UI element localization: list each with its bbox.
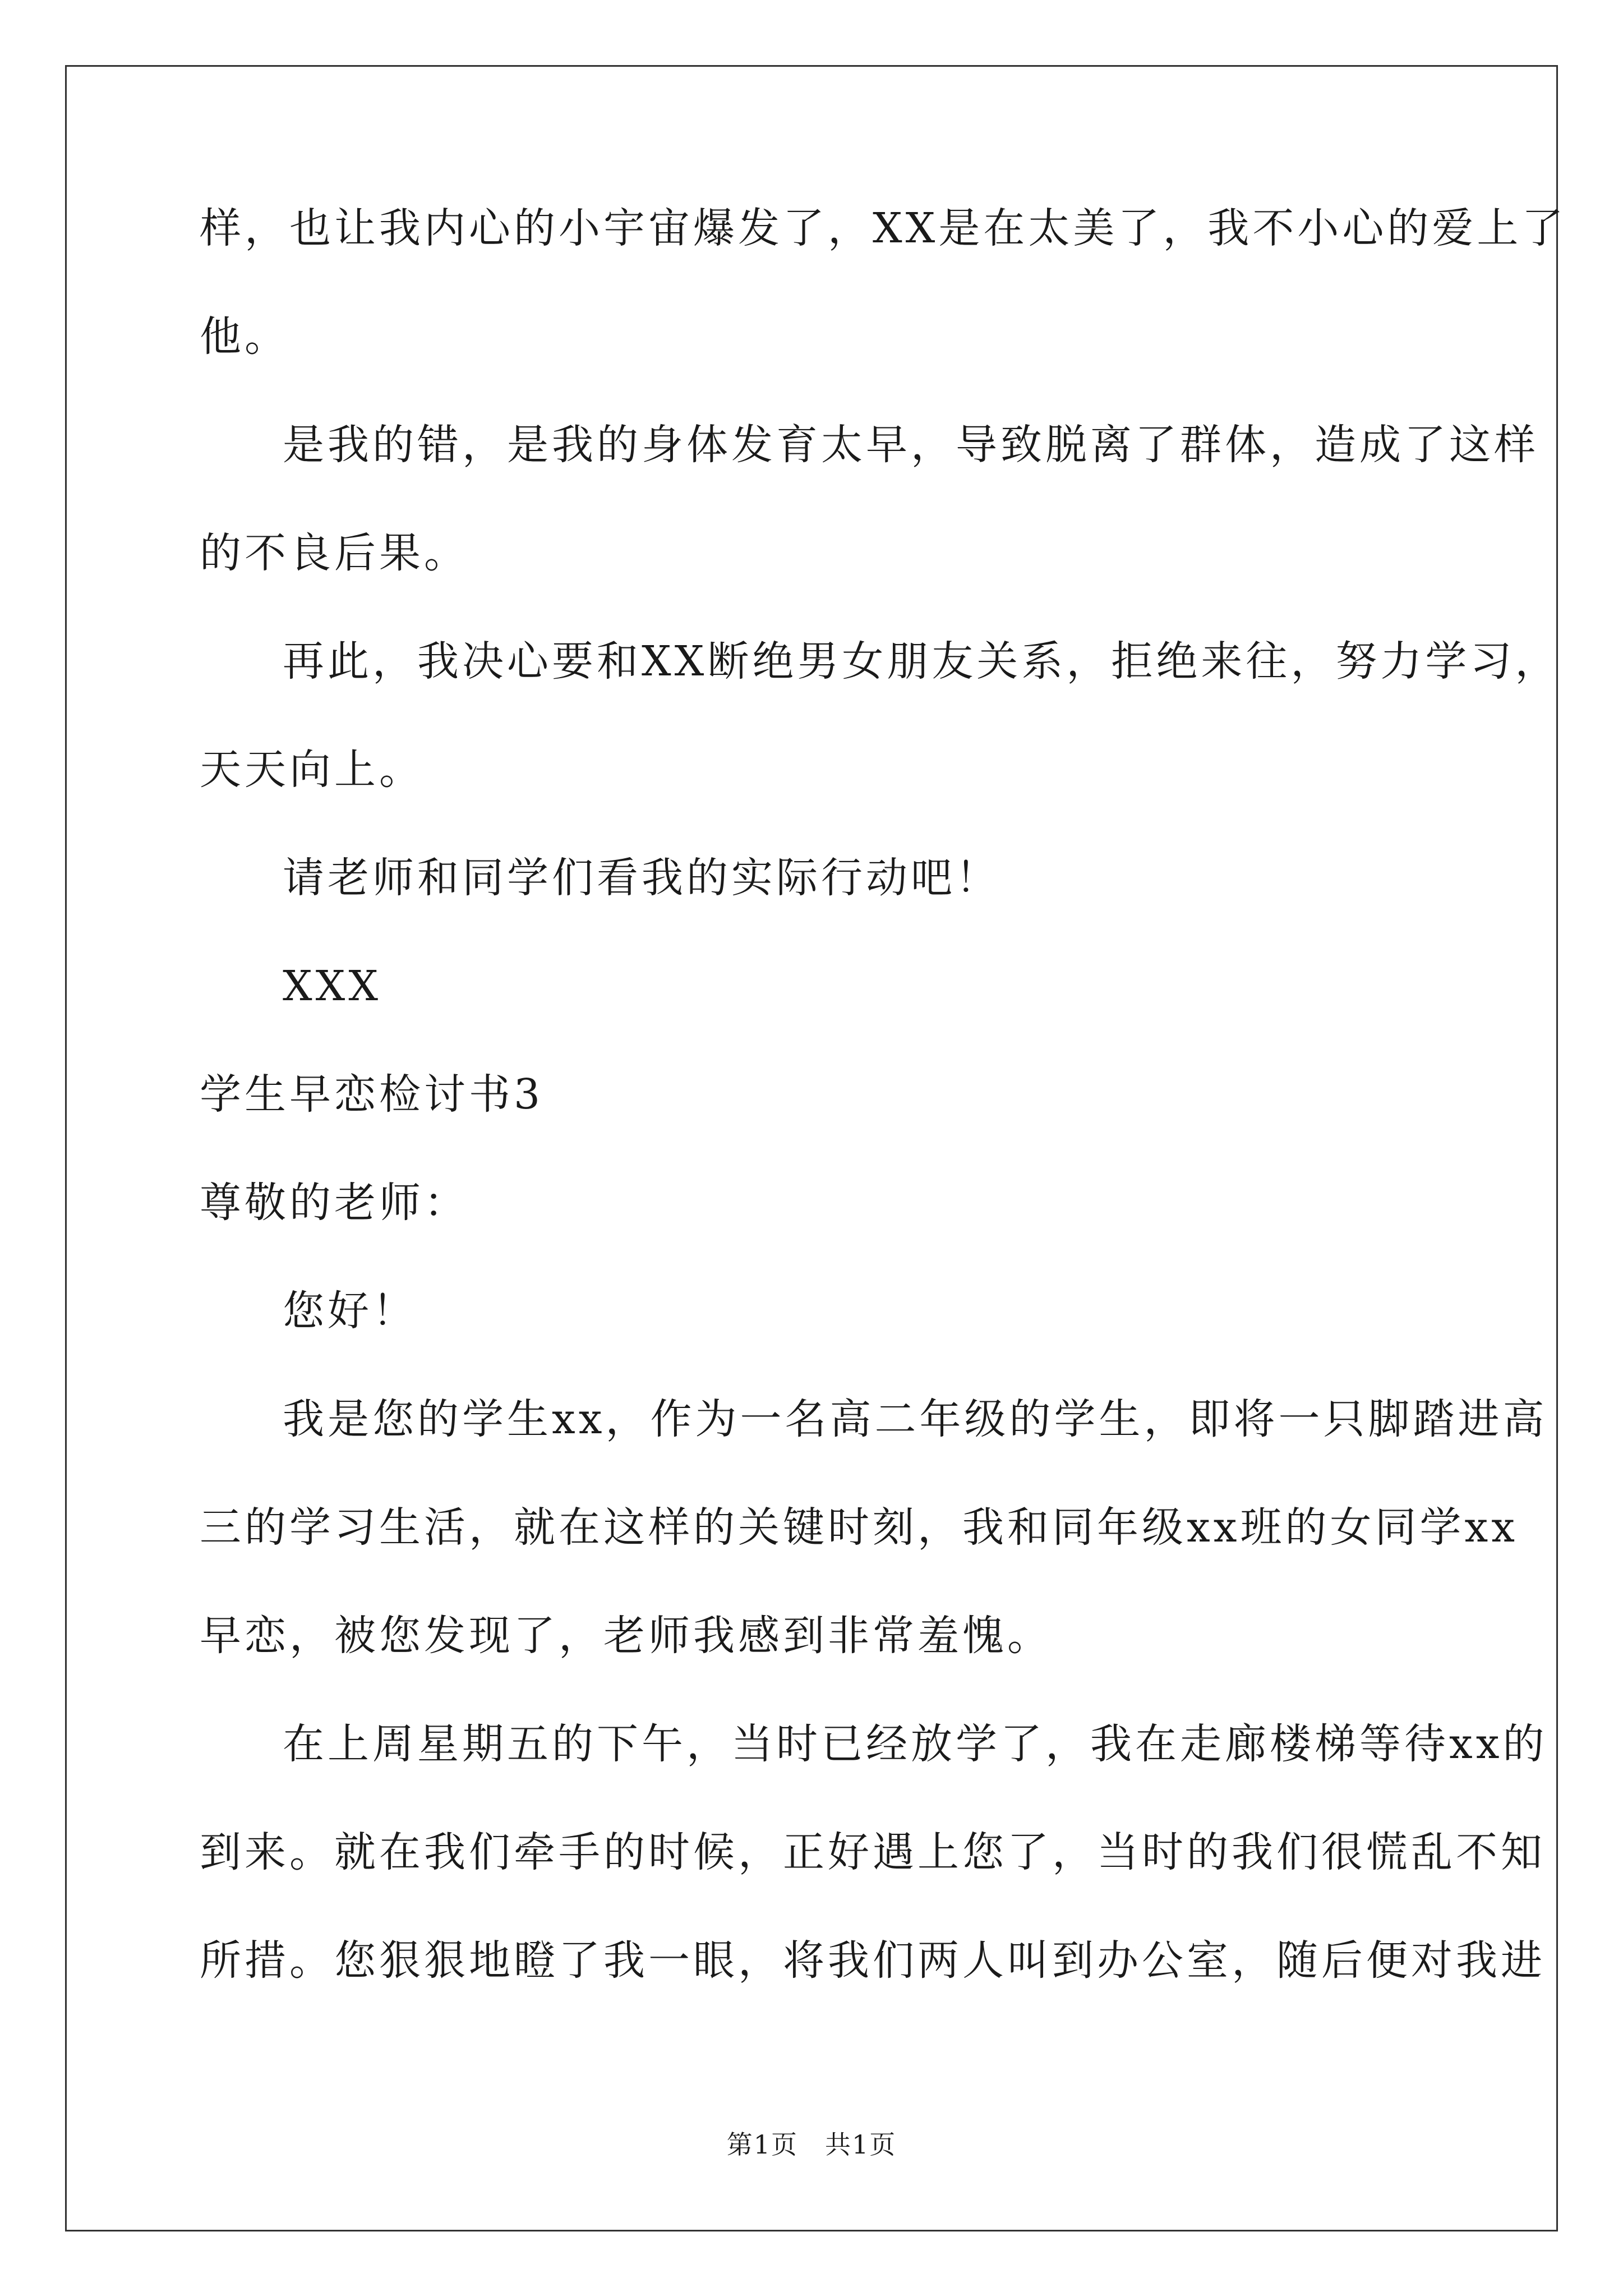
paragraph-line: 他。	[200, 312, 289, 361]
paragraph-line: 我是您的学生xx，作为一名高二年级的学生，即将一只脚踏进高	[283, 1395, 1548, 1443]
greeting: 您好！	[283, 1287, 417, 1335]
paragraph-line: 天天向上。	[200, 746, 424, 794]
paragraph-line: 的不良后果。	[200, 529, 469, 577]
page-footer: 第1页 共1页	[726, 2129, 897, 2160]
paragraph-line: 再此，我决心要和XX断绝男女朋友关系，拒绝来往，努力学习，	[283, 637, 1560, 685]
paragraph-line: 是我的错，是我的身体发育太早，导致脱离了群体，造成了这样	[283, 421, 1539, 469]
paragraph-line: 请老师和同学们看我的实际行动吧！	[283, 854, 1000, 902]
paragraph-line: 到来。就在我们牵手的时候，正好遇上您了，当时的我们很慌乱不知	[200, 1828, 1546, 1876]
paragraph-line: 三的学习生活，就在这样的关键时刻，我和同年级xx班的女同学xx	[200, 1503, 1518, 1552]
paragraph-line: 在上周星期五的下午，当时已经放学了，我在走廊楼梯等待xx的	[283, 1720, 1548, 1768]
paragraph-line: 样，也让我内心的小宇宙爆发了，XX是在太美了，我不小心的爱上了	[200, 204, 1567, 252]
section-title: 学生早恋检讨书3	[200, 1070, 544, 1119]
salutation: 尊敬的老师：	[200, 1179, 469, 1227]
signature-line: XXX	[283, 962, 382, 1010]
page-border	[65, 65, 1558, 2231]
paragraph-line: 所措。您狠狠地瞪了我一眼，将我们两人叫到办公室，随后便对我进	[200, 1936, 1546, 1985]
paragraph-line: 早恋，被您发现了，老师我感到非常羞愧。	[200, 1612, 1052, 1660]
